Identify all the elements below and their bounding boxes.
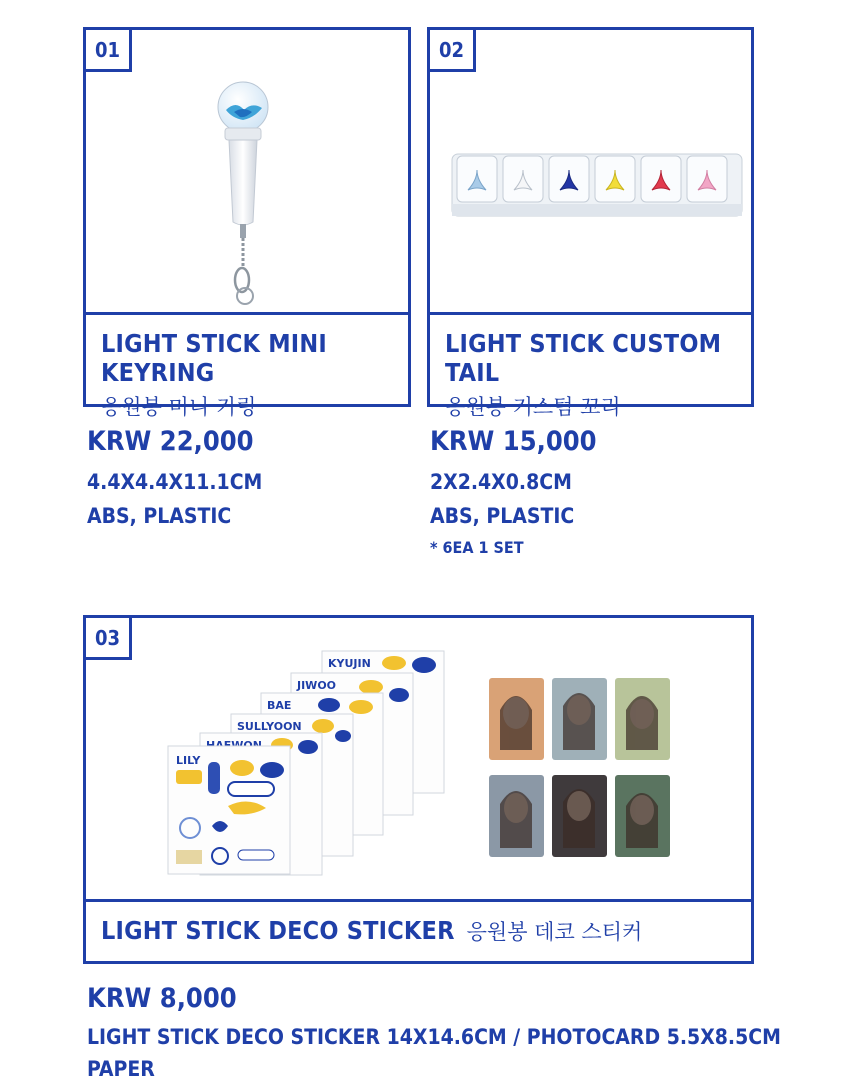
sticker-name-label: BAE: [267, 699, 292, 712]
sticker-name-label: LILY: [176, 754, 201, 767]
product-material: ABS, PLASTIC: [430, 504, 575, 528]
product-note: * 6EA 1 SET: [430, 538, 524, 557]
product-card-keyring[interactable]: [83, 27, 411, 419]
product-caption: [430, 312, 751, 419]
photocard-grid: [489, 678, 670, 857]
custom-tail-product-image: [430, 72, 751, 312]
product-size: 4.4X4.4X11.1CM: [87, 470, 263, 494]
product-price: KRW 8,000: [87, 983, 237, 1014]
product-name-en: LIGHT STICK CUSTOM TAIL: [445, 329, 722, 387]
product-card-deco-sticker[interactable]: [83, 615, 754, 964]
product-price: KRW 15,000: [430, 426, 597, 457]
deco-sticker-product-image: [86, 618, 751, 902]
product-number: 01: [86, 30, 132, 72]
product-size: LIGHT STICK DECO STICKER 14X14.6CM / PHOTOCARD 5.5X8.5CM: [87, 1025, 781, 1049]
product-name-ko: 응원봉 데코 스티커: [466, 920, 643, 944]
product-size: 2X2.4X0.8CM: [430, 470, 572, 494]
product-name-ko: 응원봉 미니 키링: [101, 395, 257, 419]
product-material: PAPER: [87, 1057, 155, 1081]
product-name-en: LIGHT STICK DECO STICKER: [101, 916, 455, 945]
product-caption: [86, 312, 408, 419]
product-card-custom-tail[interactable]: [427, 27, 754, 419]
product-price: KRW 22,000: [87, 426, 254, 457]
product-number: 02: [430, 30, 476, 72]
keyring-product-image: [86, 72, 408, 312]
product-name-ko: 응원봉 커스텀 꼬리: [445, 395, 621, 419]
product-material: ABS, PLASTIC: [87, 504, 232, 528]
product-name-en: LIGHT STICK MINI KEYRING: [101, 329, 327, 387]
sticker-name-label: KYUJIN: [328, 657, 371, 670]
product-number: 03: [86, 618, 132, 660]
product-caption: [86, 899, 751, 961]
sticker-name-label: JIWOO: [297, 679, 337, 692]
sticker-name-label: SULLYOON: [237, 720, 302, 733]
